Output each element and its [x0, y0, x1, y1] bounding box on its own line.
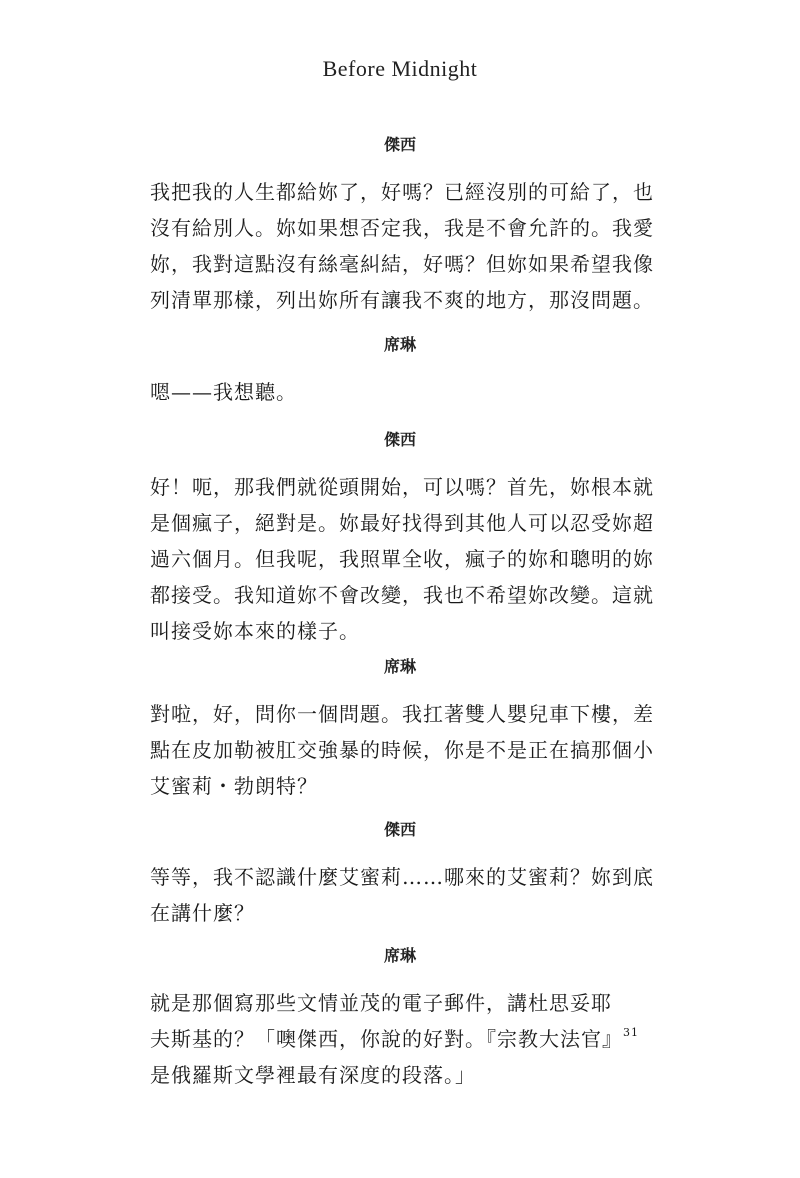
speech-text	[0, 696, 654, 804]
speech-line: 列清單那樣，列出妳所有讓我不爽的地方，那沒問題。	[150, 288, 654, 312]
speech-line: 是個瘋子，絕對是。妳最好找得到其他人可以忍受妳超	[150, 511, 654, 535]
speaker-name: 席琳	[383, 335, 416, 354]
speaker-name: 傑西	[383, 430, 416, 449]
speech-line: 過六個月。但我呢，我照單全收，瘋子的妳和聰明的妳	[150, 547, 654, 571]
speech-text	[0, 859, 654, 931]
running-header: Before Midnight	[322, 56, 478, 81]
speech-line: 我把我的人生都給妳了，好嗎？已經沒別的可給了，也	[150, 180, 654, 204]
speech-line: 妳，我對這點沒有絲毫糾結，好嗎？但妳如果希望我像	[150, 252, 654, 276]
speaker-name: 席琳	[383, 657, 416, 676]
dialogue-block	[0, 133, 800, 318]
speech-text	[0, 469, 654, 649]
speech-line: 都接受。我知道妳不會改變，我也不希望妳改變。這就	[150, 583, 654, 607]
speech-line: 點在皮加勒被肛交強暴的時候，你是不是正在搞那個小	[150, 738, 654, 762]
speech-line: 是俄羅斯文學裡最有深度的段落。」	[150, 1063, 476, 1087]
speech-text	[0, 374, 620, 410]
speech-line: 好！呃，那我們就從頭開始，可以嗎？首先，妳根本就	[150, 475, 654, 499]
speech-line: 在講什麼？	[150, 901, 255, 925]
speaker-name: 傑西	[383, 820, 416, 839]
dialogue-block	[0, 818, 800, 931]
speech-line: 對啦，好，問你一個問題。我扛著雙人嬰兒車下樓，差	[150, 702, 654, 726]
speech-line: 就是那個寫那些文情並茂的電子郵件，講杜思妥耶	[150, 991, 612, 1015]
dialogue-block	[0, 428, 800, 649]
speech-line: 夫斯基的？「噢傑西，你說的好對。『宗教大法官』	[150, 1027, 623, 1051]
speaker-name: 席琳	[383, 946, 416, 965]
speech-line: 叫接受妳本來的樣子。	[150, 619, 360, 643]
speech-text	[0, 174, 654, 318]
dialogue-block	[0, 944, 800, 1093]
footnote-marker[interactable]: 31	[623, 1026, 639, 1039]
speech-line: 艾蜜莉・勃朗特？	[150, 774, 318, 798]
dialogue-block	[0, 655, 800, 804]
speech-text	[0, 985, 639, 1093]
speech-line: 嗯——我想聽。	[150, 380, 297, 404]
speech-line: 等等，我不認識什麼艾蜜莉……哪來的艾蜜莉？妳到底	[150, 865, 654, 889]
speaker-name: 傑西	[383, 135, 416, 154]
speech-line: 沒有給別人。妳如果想否定我，我是不會允許的。我愛	[150, 216, 654, 240]
speech-line-with-footnote	[150, 1021, 639, 1057]
dialogue-block	[0, 333, 800, 410]
